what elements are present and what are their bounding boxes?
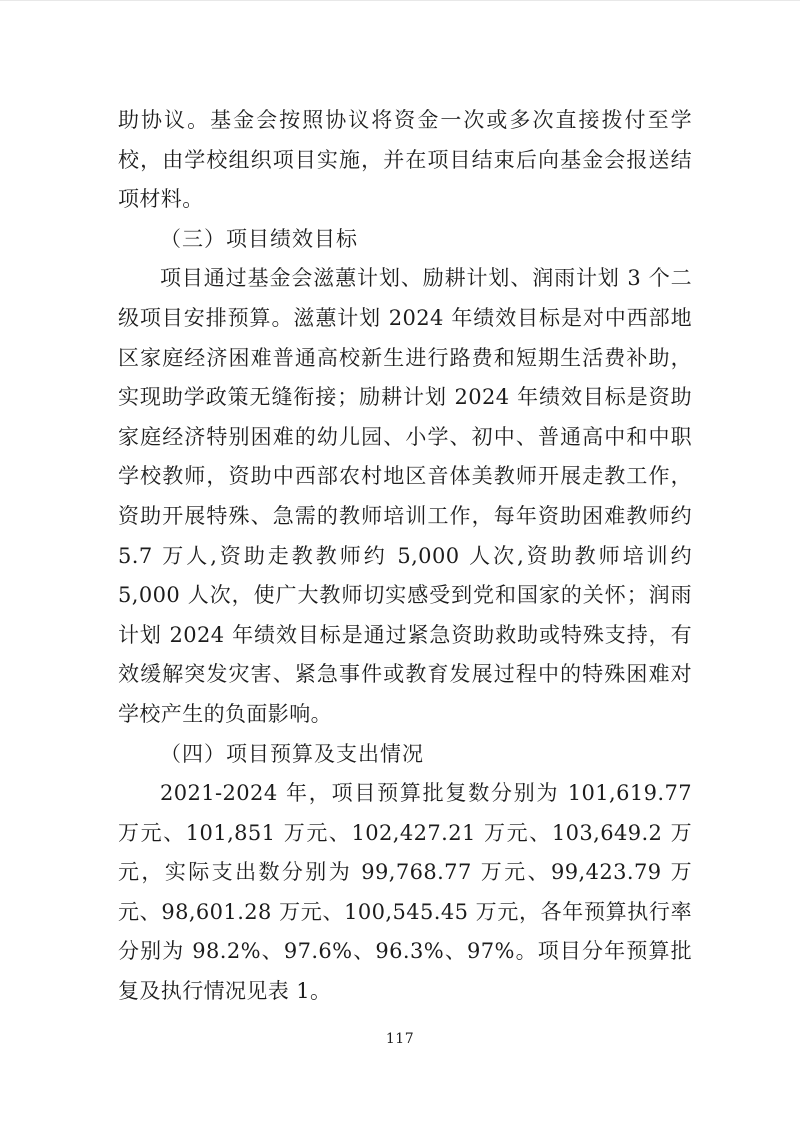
paragraph-continuation: 助协议。基金会按照协议将资金一次或多次直接拨付至学校，由学校组织项目实施，并在项目结束后向基金会报送结项材料。 — [118, 108, 692, 212]
paragraph-performance-goals: 项目通过基金会滋蕙计划、励耕计划、润雨计划 3 个二级项目安排预算。滋蕙计划 2024 年绩效目标是对中西部地区家庭经济困难普通高校新生进行路费和短期生活费补助，实现助学政策无缝衔接；励耕计划 2024 年绩效目标是资助家庭经济特别困难的幼儿园、小学、初中、普通高中和中职学校教师，资助中西部农村地区音体美教师开展走教工作，资助开展特殊、急需的教师培训工作，每年资助困难教师约 5.7 万人,资助走教教师约 5,000 人次,资助教师培训约 5,000 人次，使广大教师切实感受到党和国家的关怀；润雨计划 2024 年绩效目标是通过紧急资助救助或特殊支持，有效缓解突发灾害、紧急事件或教育发展过程中的特殊困难对学校产生的负面影响。 — [118, 266, 692, 726]
paragraph-budget-expenditure: 2021-2024 年，项目预算批复数分别为 101,619.77 万元、101,851 万元、102,427.21 万元、103,649.2 万元，实际支出数分别为 99,768.77 万元、99,423.79 万元、98,601.28 万元、100,545.45 万元，各年预算执行率分别为 98.2%、97.6%、96.3%、97%。项目分年预算批复及执行情况见表 1。 — [118, 781, 692, 1004]
section-heading-4: （四）项目预算及支出情况 — [160, 741, 424, 766]
document-body — [118, 101, 692, 1012]
page-number: 117 — [385, 1031, 415, 1047]
section-heading-3: （三）项目绩效目标 — [160, 226, 358, 251]
